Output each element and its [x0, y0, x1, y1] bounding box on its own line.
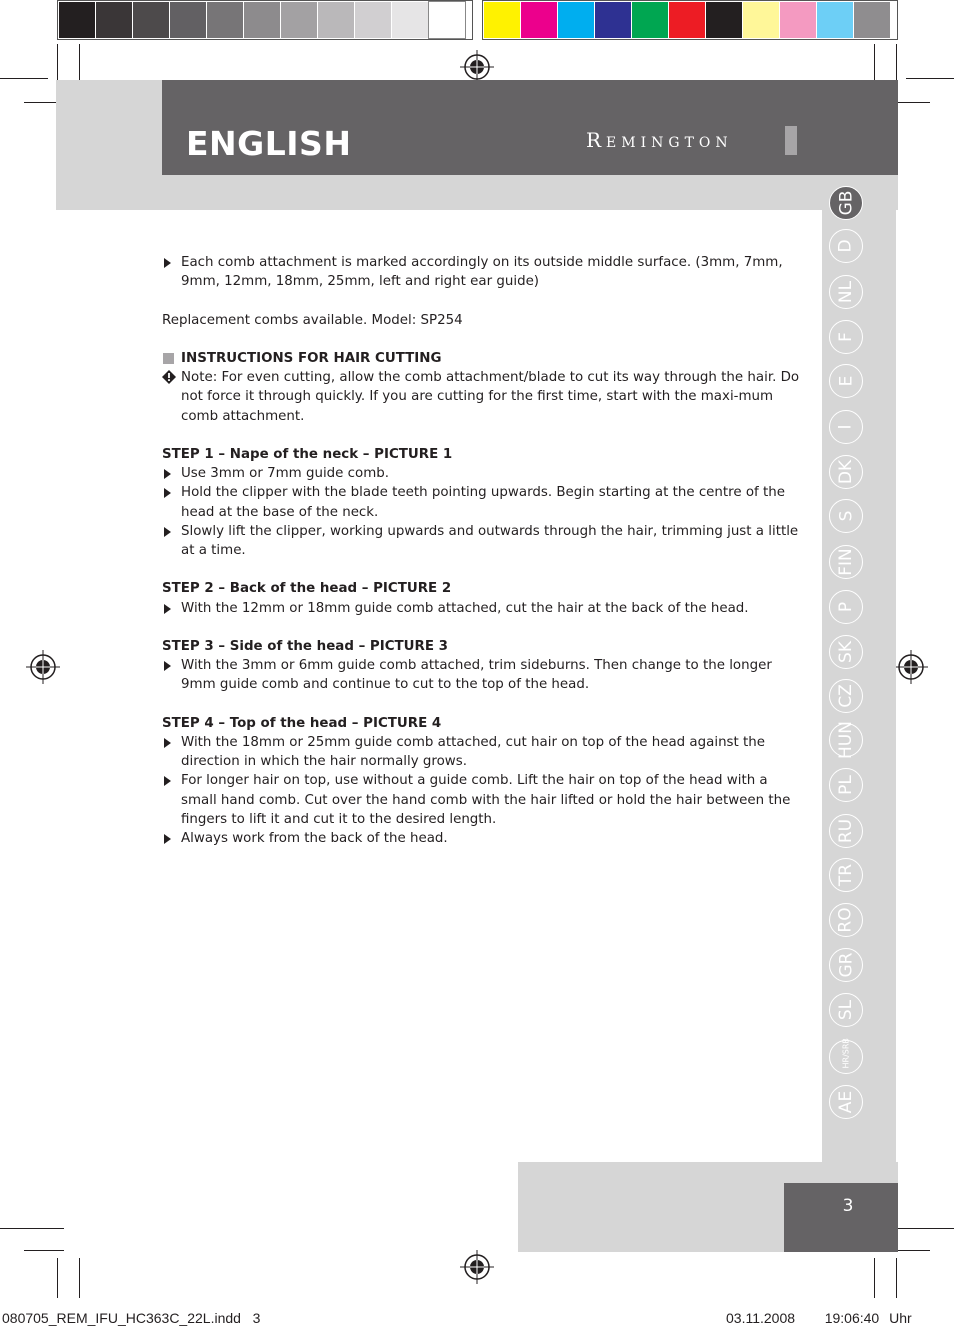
- language-tab-hun[interactable]: [829, 723, 863, 757]
- date-slug: 03.11.2008 19:06:40 Uhr: [726, 1310, 912, 1326]
- language-tab-sk[interactable]: [829, 635, 863, 669]
- language-tab-cz[interactable]: [829, 679, 863, 713]
- language-tab-label: PL: [835, 775, 856, 795]
- language-tab-gr[interactable]: [829, 948, 863, 982]
- note: [162, 368, 802, 426]
- language-tab-label: FIN: [835, 548, 856, 576]
- language-tab-pl[interactable]: [829, 768, 863, 802]
- step-3-heading: STEP 3 – Side of the head – PICTURE 3: [162, 638, 448, 654]
- language-tab-d[interactable]: [829, 229, 863, 263]
- language-tab-p[interactable]: [829, 590, 863, 624]
- file-slug: 080705_REM_IFU_HC363C_22L.indd 3: [2, 1310, 261, 1326]
- language-tab-nl[interactable]: [829, 275, 863, 309]
- brand-accent-block: [785, 126, 797, 155]
- language-tab-e[interactable]: [829, 364, 863, 398]
- language-tab-label: RU: [835, 818, 856, 844]
- language-tab-ro[interactable]: [829, 903, 863, 937]
- language-tab-s[interactable]: [829, 499, 863, 533]
- step-1-heading: STEP 1 – Nape of the neck – PICTURE 1: [162, 446, 453, 462]
- registration-mark-top: [460, 50, 494, 84]
- registration-mark-right: [894, 650, 928, 684]
- language-tab-sl[interactable]: [829, 993, 863, 1027]
- step-1-bullet: Slowly lift the clipper, working upwards and outwards through the hair, trimming just a little at a time.: [162, 522, 802, 560]
- language-tab-f[interactable]: [829, 320, 863, 354]
- language-tab-label: S: [835, 510, 856, 522]
- page-number: 3: [842, 1196, 854, 1216]
- step-2-heading: STEP 2 – Back of the head – PICTURE 2: [162, 581, 452, 597]
- step-2-bullet: With the 12mm or 18mm guide comb attached, cut the hair at the back of the head.: [162, 599, 802, 618]
- step-4-bullet: For longer hair on top, use without a guide comb. Lift the hair on top of the head with a small hand comb. Cut over the hand comb with the hair lifted or hold the hair between the fingers to lift it and cut it to the desired length.: [162, 771, 802, 829]
- language-tab-label: E: [836, 375, 856, 387]
- step-1-bullet: Hold the clipper with the blade teeth pointing upwards. Begin starting at the centre of the head at the base of the neck.: [162, 483, 802, 521]
- language-tab-label: NL: [835, 280, 856, 304]
- language-tab-ae[interactable]: [829, 1085, 863, 1119]
- footer-page-block: [784, 1183, 898, 1252]
- color-bar-frame: [482, 0, 898, 40]
- language-tab-label: GR: [836, 952, 856, 978]
- language-tab-label: SK: [835, 641, 856, 663]
- language-tab-tr[interactable]: [829, 858, 863, 892]
- language-tab-label: TR: [835, 863, 856, 887]
- language-tab-ru[interactable]: [829, 814, 863, 848]
- language-tab-label: RO: [835, 907, 856, 933]
- language-tab-hr-srb[interactable]: [829, 1037, 863, 1074]
- registration-mark-left: [26, 650, 60, 684]
- language-tab-label: CZ: [836, 684, 856, 708]
- main-content: [162, 253, 802, 848]
- language-tab-label: GB: [836, 190, 856, 216]
- language-tab-label: HR/SRB: [841, 1037, 851, 1068]
- language-tab-label: F: [836, 332, 856, 342]
- warning-icon: [162, 370, 176, 384]
- color-bar-frame: [57, 0, 473, 40]
- step-1-bullet: Use 3mm or 7mm guide comb.: [162, 464, 802, 483]
- section-heading: INSTRUCTIONS FOR HAIR CUTTING: [162, 349, 802, 368]
- note-text: Note: For even cutting, allow the comb attachment/blade to cut its way through the hair. Do not force it through quickly. If you are cutting for the first time, start with the maxi-mum comb attachment.: [181, 370, 800, 424]
- language-tab-label: AE: [836, 1090, 856, 1114]
- intro-bullet: Each comb attachment is marked accordingly on its outside middle surface. (3mm, 7mm, 9mm, 12mm, 18mm, 25mm, left and right ear guide): [162, 253, 802, 291]
- step-4-heading: STEP 4 – Top of the head – PICTURE 4: [162, 715, 442, 731]
- brand-logo: Remington: [586, 128, 733, 152]
- language-tab-label: SL: [835, 999, 856, 1021]
- registration-mark-bottom: [460, 1250, 494, 1284]
- language-tab-label: D: [836, 239, 856, 253]
- language-tab-i[interactable]: [829, 410, 863, 444]
- language-tab-label: I: [835, 424, 856, 430]
- language-tab-dk[interactable]: [829, 455, 863, 489]
- step-3-bullet: With the 3mm or 6mm guide comb attached, trim sideburns. Then change to the longer 9mm guide comb and continue to cut to the top of the head.: [162, 656, 802, 694]
- language-tab-label: HUN: [836, 721, 857, 759]
- step-4-bullet: With the 18mm or 25mm guide comb attached, cut hair on top of the head against the direction in which the hair normally grows.: [162, 733, 802, 771]
- language-tab-fin[interactable]: [829, 545, 863, 579]
- language-tab-label: P: [835, 601, 856, 613]
- language-tab-gb[interactable]: [829, 186, 863, 220]
- step-4-bullet: Always work from the back of the head.: [162, 829, 802, 848]
- language-tab-label: DK: [836, 459, 856, 485]
- replacement-text: Replacement combs available. Model: SP254: [162, 312, 463, 328]
- page-title: ENGLISH: [186, 124, 352, 163]
